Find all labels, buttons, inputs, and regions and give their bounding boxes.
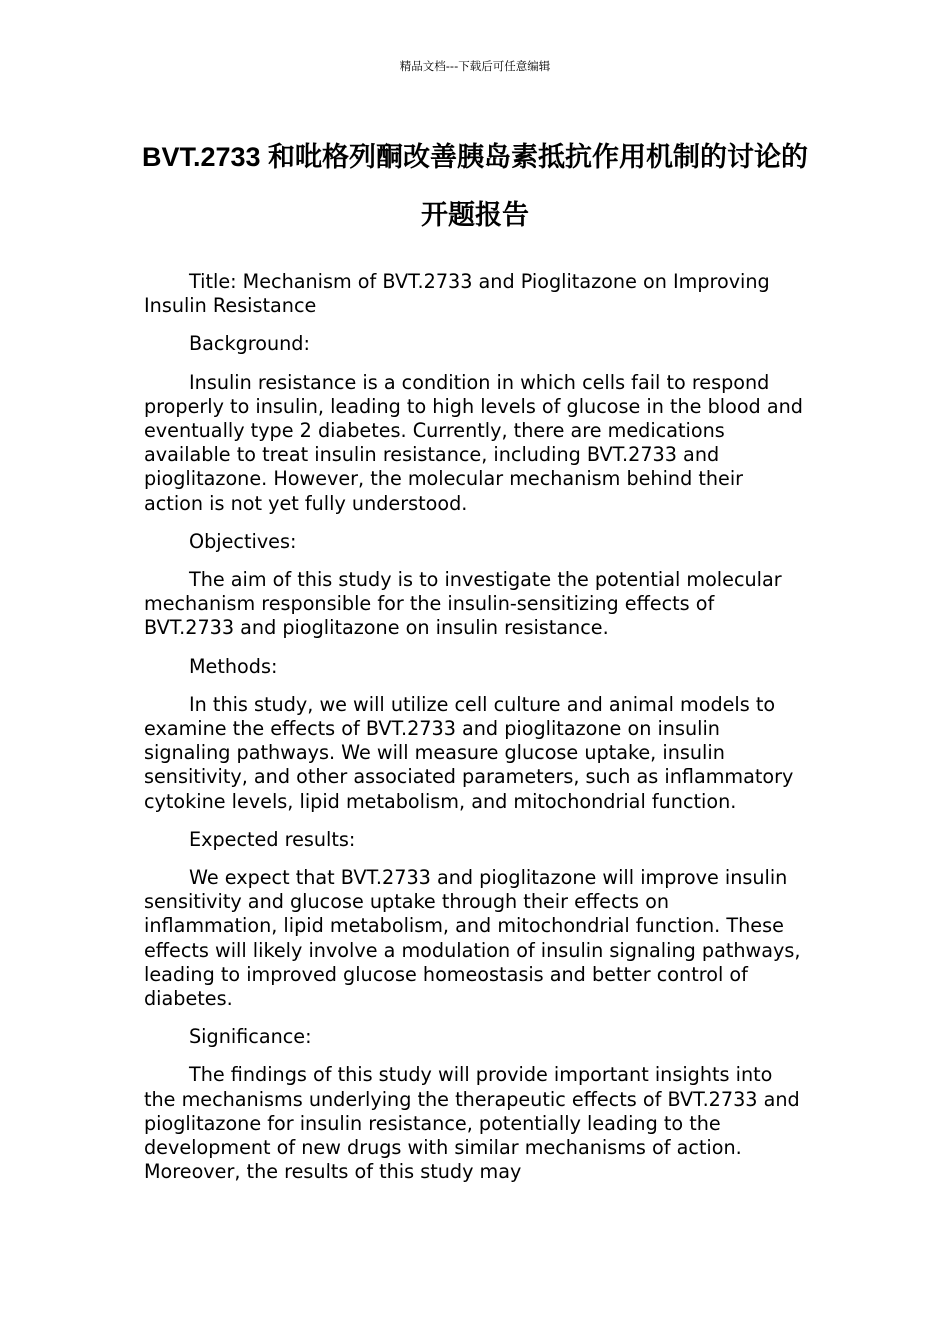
title-paragraph: Title: Mechanism of BVT.2733 and Pioglitazone on Improving Insulin Resistance xyxy=(144,270,770,318)
section-heading-methods: Methods: xyxy=(189,654,278,678)
significance-paragraph: The findings of this study will provide important insights into the mechanisms underlying the therapeutic effects of BVT.2733 and pioglitazone for insulin resistance, potentially leading to the development of new drugs with similar mechanisms of action. Moreover, the results of this study may xyxy=(144,1063,800,1184)
section-heading-background: Background: xyxy=(189,332,310,356)
objectives-paragraph: The aim of this study is to investigate the potential molecular mechanism responsible for the insulin-sensitizing effects of BVT.2733 and pioglitazone on insulin resistance. xyxy=(144,568,782,640)
background-paragraph: Insulin resistance is a condition in which cells fail to respond properly to insulin, leading to high levels of glucose in the blood and eventually type 2 diabetes. Currently, there are medications available to treat insulin resistance, including BVT.2733 and pioglitazone. However, the molecular mechanism behind their action is not yet fully understood. xyxy=(144,370,803,515)
methods-paragraph: In this study, we will utilize cell culture and animal models to examine the effects of BVT.2733 and pioglitazone on insulin signaling pathways. We will measure glucose uptake, insulin sensitivity, and other associated parameters, such as inflammatory cytokine levels, lipid metabolism, and mitochondrial function. xyxy=(144,692,794,813)
expected-results-paragraph: We expect that BVT.2733 and pioglitazone will improve insulin sensitivity and glucose uptake through their effects on inflammation, lipid metabolism, and mitochondrial function. These effects will likely involve a modulation of insulin signaling pathways, leading to improved glucose homeostasis and better control of diabetes. xyxy=(144,866,801,1011)
section-heading-objectives: Objectives: xyxy=(189,529,297,553)
header-note: 精品文档---下载后可任意编辑 xyxy=(399,59,551,73)
document-body xyxy=(144,270,804,1199)
section-heading-significance: Significance: xyxy=(189,1025,312,1049)
section-heading-expected-results: Expected results: xyxy=(189,827,356,851)
document-title: BVT.2733 和吡格列酮改善胰岛素抵抗作用机制的讨论的开题报告 xyxy=(141,142,809,230)
